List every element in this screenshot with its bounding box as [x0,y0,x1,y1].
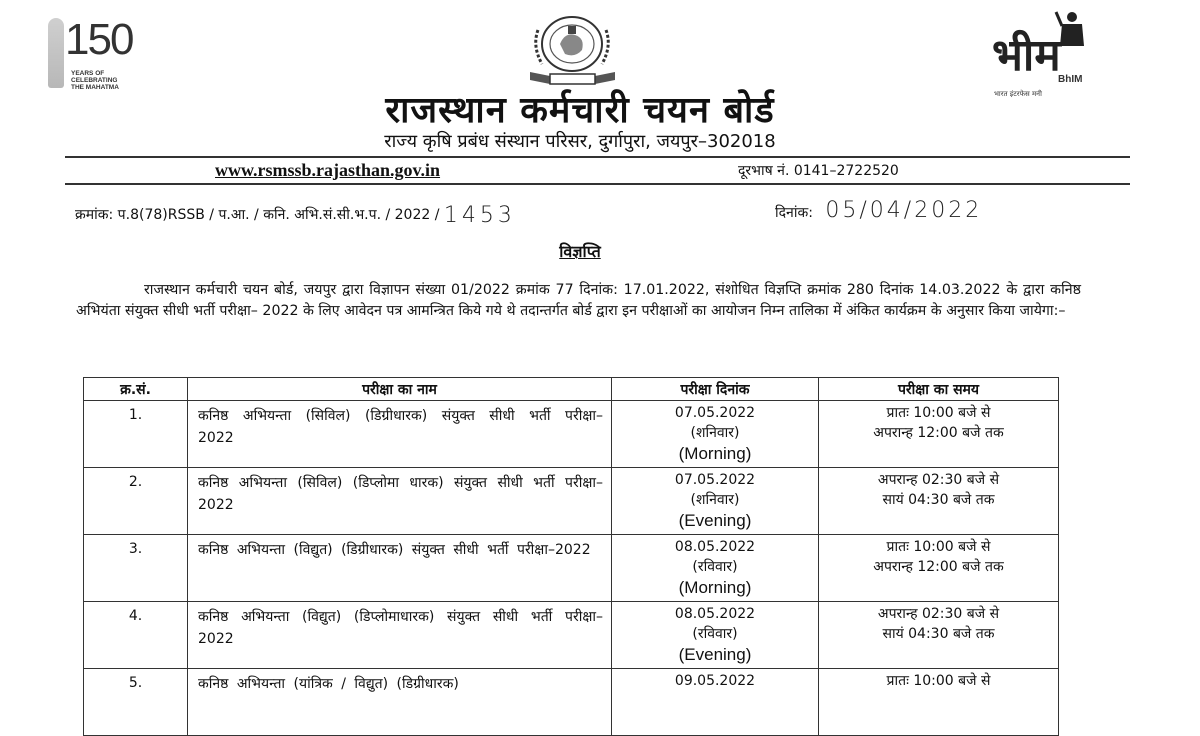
serial-cell: 1. [84,401,188,468]
serial-cell: 4. [84,602,188,669]
date-value: 08.05.2022 [674,539,756,555]
org-title: राजस्थान कर्मचारी चयन बोर्ड [385,90,775,131]
time-from: अपरान्ह 02:30 बजे से [877,472,1000,488]
day-value: (रविवार) [692,559,738,575]
gandhi-figure-icon [48,18,64,88]
exam-date-cell [612,401,819,468]
notice-date [775,198,982,223]
time-from: प्रातः 10:00 बजे से [886,539,991,555]
bhim-english-text: BhIM [1058,74,1083,85]
divider [65,183,1130,185]
date-label: दिनांक: [775,205,813,221]
shift-value: (Evening) [678,511,752,530]
time-from: प्रातः 10:00 बजे से [886,405,991,421]
bhim-caption: भारत इंटरफेस मनी [994,90,1042,98]
reference-label: क्रमांक: प.8(78)RSSB / प.आ. / कनि. अभि.सं.सी.भ.प. / 2022 / [75,207,440,223]
serial-cell: 5. [84,669,188,736]
header-exam-name: परीक्षा का नाम [188,378,612,401]
time-to: अपरान्ह 12:00 बजे तक [873,425,1004,441]
exam-schedule-table [83,377,1059,736]
handwritten-reference-no: 1453 [443,203,516,228]
shift-value: (Morning) [678,578,752,597]
exam-date-cell [612,669,819,736]
logo-caption-line: THE MAHATMA [71,84,119,91]
table-row [84,669,1059,736]
org-address: राज्य कृषि प्रबंध संस्थान परिसर, दुर्गापुरा, जयपुर–302018 [384,131,776,152]
logo-caption-line: YEARS OF [71,70,105,77]
date-value: 09.05.2022 [674,673,756,689]
exam-name-cell: कनिष्ठ अभियन्ता (सिविल) (डिप्लोमा धारक) संयुक्त सीधी भर्ती परीक्षा– 2022 [188,468,612,535]
exam-name-cell: कनिष्ठ अभियन्ता (विद्युत) (डिप्लोमाधारक) संयुक्त सीधी भर्ती परीक्षा–2022 [188,602,612,669]
time-from: प्रातः 10:00 बजे से [886,673,991,689]
reference-number [75,203,516,228]
shift-value: (Evening) [678,645,752,664]
serial-cell: 2. [84,468,188,535]
website-link[interactable]: www.rsmssb.rajasthan.gov.in [215,160,441,180]
date-value: 07.05.2022 [674,405,756,421]
table-row [84,468,1059,535]
table-row [84,535,1059,602]
time-to: सायं 04:30 बजे तक [882,626,995,642]
exam-time-cell [819,602,1059,669]
divider [65,156,1130,158]
exam-date-cell [612,468,819,535]
exam-date-cell [612,602,819,669]
logo-number: 150 [65,15,133,64]
exam-time-cell [819,468,1059,535]
date-value: 08.05.2022 [674,606,756,622]
header-exam-date: परीक्षा दिनांक [612,378,819,401]
exam-date-cell [612,535,819,602]
table-row [84,401,1059,468]
shift-value: (Morning) [678,444,752,463]
exam-name-cell: कनिष्ठ अभियन्ता (यांत्रिक / विद्युत) (डिग्रीधारक) [188,669,612,736]
day-value: (शनिवार) [690,425,740,441]
serial-cell: 3. [84,535,188,602]
exam-time-cell [819,401,1059,468]
bhim-hindi-text: भीम [992,30,1061,81]
day-value: (रविवार) [692,626,738,642]
time-from: अपरान्ह 02:30 बजे से [877,606,1000,622]
time-to: अपरान्ह 12:00 बजे तक [873,559,1004,575]
table-row [84,602,1059,669]
exam-name-cell: कनिष्ठ अभियन्ता (सिविल) (डिग्रीधारक) संयुक्त सीधी भर्ती परीक्षा– 2022 [188,401,612,468]
exam-time-cell [819,535,1059,602]
header-serial: क्र.सं. [84,378,188,401]
rsmssb-emblem-icon [520,10,625,90]
logo-caption-line: CELEBRATING [71,77,118,84]
phone-number: दूरभाष नं. 0141–2722520 [738,163,899,179]
notice-title: विज्ञप्ति [559,242,601,261]
handwritten-date: 05/04/2022 [825,198,983,223]
date-value: 07.05.2022 [674,472,756,488]
exam-time-cell [819,669,1059,736]
notice-body: राजस्थान कर्मचारी चयन बोर्ड, जयपुर द्वारा विज्ञापन संख्या 01/2022 क्रमांक 77 दिनांक: 17.01.2022, संशोधित विज्ञप्ति क्रमांक 280 दिनांक 14.03.2022 के द्वारा कनिष्ठ अभियंता संयुक्त सीधी भर्ती परीक्षा– 2022 के लिए आवेदन पत्र आमन्त्रित किये गये थे तदान्तर्गत बोर्ड द्वारा इन परीक्षाओं का आयोजन निम्न तालिका में अंकित कार्यक्रम के अनुसार किया जायेगा:– [76,282,1081,319]
day-value: (शनिवार) [690,492,740,508]
exam-name-cell: कनिष्ठ अभियन्ता (विद्युत) (डिग्रीधारक) संयुक्त सीधी भर्ती परीक्षा–2022 [188,535,612,602]
time-to: सायं 04:30 बजे तक [882,492,995,508]
header-exam-time: परीक्षा का समय [819,378,1059,401]
table-header-row [84,378,1059,401]
